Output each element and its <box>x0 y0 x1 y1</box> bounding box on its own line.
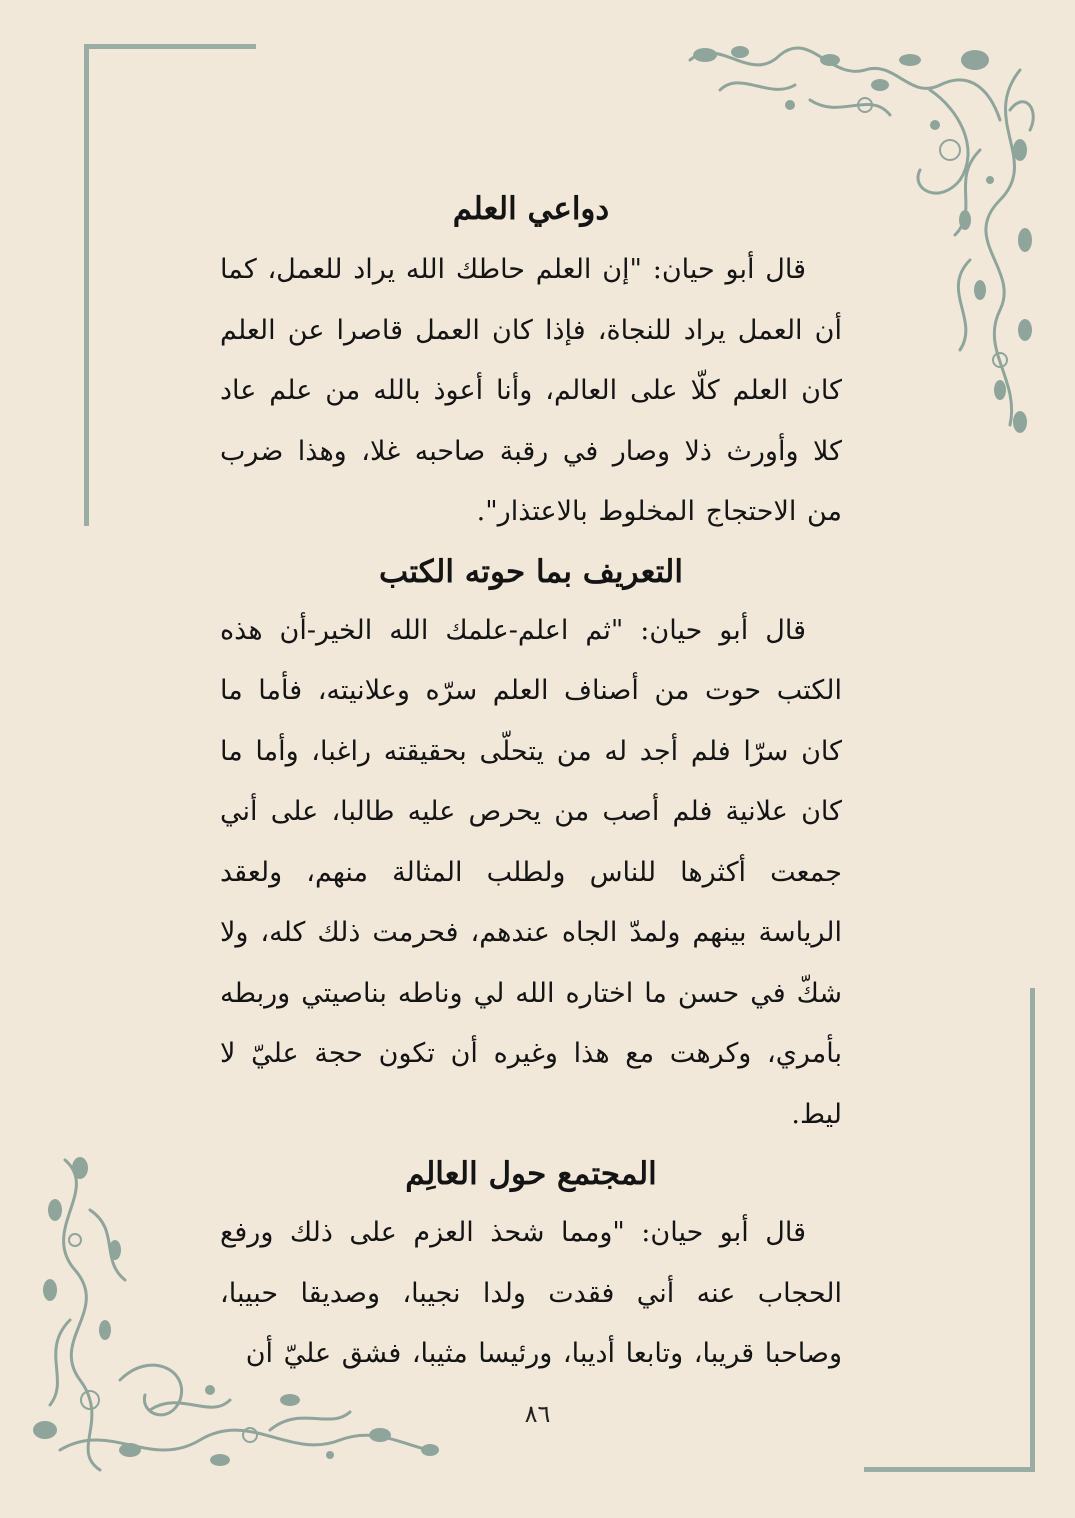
section-paragraph: قال أبو حيان: "ومما شحذ العزم على ذلك ورفع الحجاب عنه أني فقدت ولدا نجيبا، وصديقا حبيبا، وصاحبا قريبا، وتابعا أديبا، ورئيسا مثيبا، فشق عليّ أن <box>220 1217 842 1369</box>
section-paragraph: قال أبو حيان: "إن العلم حاطك الله يراد للعمل، كما أن العمل يراد للنجاة، فإذا كان العمل قاصرا عن العلم كان العلم كلّا على العالم، وأنا أعوذ بالله من علم عاد كلا وأورث ذلا وصار في رقبة صاحبه غلا، وهذا ضرب من الاحتجاج المخلوط بالاعتذار". <box>220 254 842 527</box>
page-content <box>220 180 842 1385</box>
section-title: التعريف بما حوته الكتب <box>379 553 683 590</box>
frame-top-left-vertical <box>84 44 89 526</box>
section-paragraph: قال أبو حيان: "ثم اعلم-علمك الله الخير-أن هذه الكتب حوت من أصناف العلم سرّه وعلانيته، فأما ما كان سرّا فلم أجد له من يتحلّى بحقيقته راغبا، وأما ما كان علانية فلم أصب من يحرص عليه طالبا، على أني جمعت أكثرها للناس ولطلب المثالة منهم، ولعقد الرياسة بينهم ولمدّ الجاه عندهم، فحرمت ذلك كله، ولا شكّ في حسن ما اختاره الله لي وناطه بناصيتي وربطه بأمري، وكرهت مع هذا وغيره أن تكون حجة عليّ لا ليط. <box>220 614 842 1130</box>
frame-top-left-horizontal <box>84 44 256 49</box>
section-title: دواعي العلم <box>452 191 610 227</box>
section-title: المجتمع حول العالِم <box>405 1156 657 1192</box>
frame-bottom-right-horizontal <box>864 1467 1035 1472</box>
page-number: ٨٦ <box>524 1400 551 1428</box>
